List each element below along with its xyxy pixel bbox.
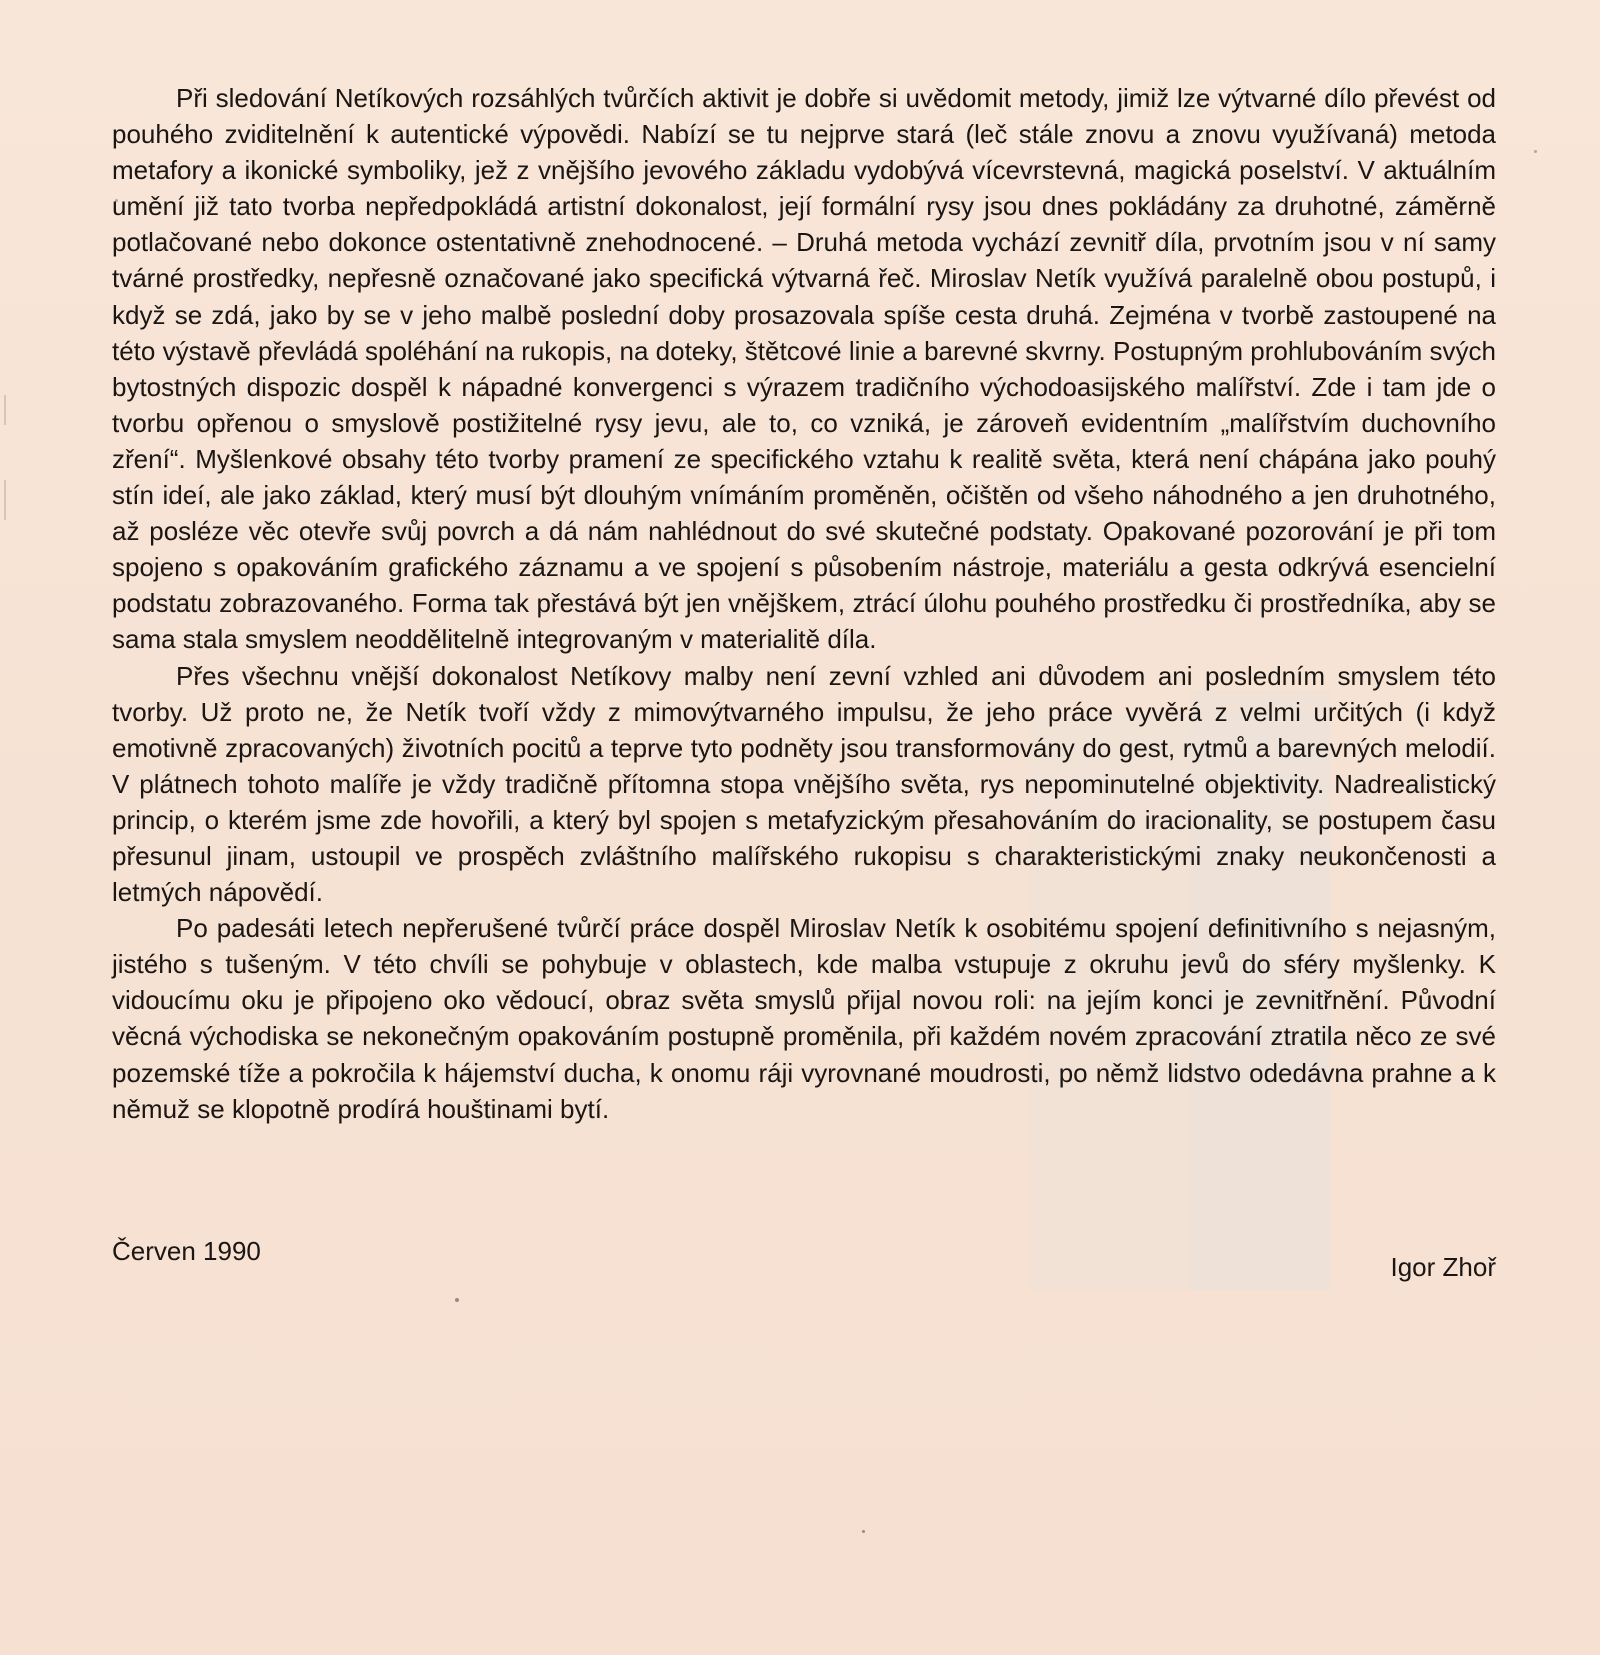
- author-name: Igor Zhoř: [1390, 1252, 1496, 1282]
- paper-speck: [1534, 150, 1537, 153]
- paragraph: Po padesáti letech nepřerušené tvůrčí práce dospěl Miroslav Netík k osobitému spojení definitivního s nejasným, jistého s tušeným. V této chvíli se pohybuje v oblastech, kde malba vstupuje z okruhu jevů do sféry myšlenky. K vidoucímu oku je připojeno oko vědoucí, obraz světa smyslů přijal novou roli: na jejím konci je zevnitřnění. Původní věcná východiska se nekonečným opakováním postupně proměnila, při každém novém zpracování ztratila něco ze své pozemské tíže a pokročila k hájemství ducha, k onomu ráji vyrovnané moudrosti, po němž lidstvo odedávna prahne a k němuž se klopotně prodírá houštinami bytí.: [112, 913, 1496, 1124]
- left-edge-mark: [4, 395, 6, 425]
- paper-speck: [455, 1298, 459, 1302]
- date-line: Červen 1990: [112, 1236, 261, 1266]
- left-edge-mark: [4, 480, 6, 520]
- paper-speck: [862, 1530, 865, 1533]
- paragraph: Při sledování Netíkových rozsáhlých tvůrčích aktivit je dobře si uvědomit metody, jimiž lze výtvarné dílo převést od pouhého zviditelnění k autentické výpovědi. Nabízí se tu nejprve stará (leč stále znovu a znovu využívaná) metoda metafory a ikonické symboliky, jež z vnějšího jevového základu vydobývá vícevrstevná, magická poselství. V aktuálním umění již tato tvorba nepředpokládá artistní dokonalost, její formální rysy jsou dnes pokládány za druhotné, záměrně potlačované nebo dokonce ostentativně znehodnocené. – Druhá metoda vychází zevnitř díla, prvotním jsou v ní samy tvárné prostředky, nepřesně označované jako specifická výtvarná řeč. Miroslav Netík využívá paralelně obou postupů, i když se zdá, jako by se v jeho malbě poslední doby prosazovala spíše cesta druhá. Zejména v tvorbě zastoupené na této výstavě převládá spoléhání na rukopis, na doteky, štětcové linie a barevné skvrny. Postupným prohlubováním svých bytostných dispozic dospěl k nápadné konvergenci s výrazem tradičního východoasijského malířství. Zde i tam jde o tvorbu opřenou o smyslově postižitelné rysy jevu, ale to, co vzniká, je zároveň evidentním „malířstvím duchovního zření“. Myšlenkové obsahy této tvorby pramení ze specifického vztahu k realitě světa, která není chápána jako pouhý stín ideí, ale jako základ, který musí být dlouhým vnímáním proměněn, očištěn od všeho náhodného a jen druhotného, až posléze věc otevře svůj povrch a dá nám nahlédnout do své skutečné podstaty. Opakované pozorování je při tom spojeno s opakováním grafického záznamu a ve spojení s působením nástroje, materiálu a gesta odkrývá esencielní podstatu zobrazovaného. Forma tak přestává být jen vnějškem, ztrácí úlohu pouhého prostředku či prostředníka, aby se sama stala smyslem neoddělitelně integrovaným v materialitě díla.: [112, 83, 1496, 655]
- paragraph: Přes všechnu vnější dokonalost Netíkovy malby není zevní vzhled ani důvodem ani posledním smyslem této tvorby. Už proto ne, že Netík tvoří vždy z mimovýtvarného impulsu, že jeho práce vyvěrá z velmi určitých (i když emotivně zpracovaných) životních pocitů a teprve tyto podněty jsou transformovány do gest, rytmů a barevných melodií. V plátnech tohoto malíře je vždy tradičně přítomna stopa vnějšího světa, rys nepominutelné objektivity. Nadrealistický princip, o kterém jsme zde hovořili, a který byl spojen s metafyzickým přesahováním do iracionality, se postupem času přesunul jinam, ustoupil ve prospěch zvláštního malířského rukopisu s charakteristickými znaky neukončenosti a letmých nápovědí.: [112, 660, 1496, 908]
- article-body: [112, 80, 1496, 1127]
- signature-block: [112, 1235, 1496, 1295]
